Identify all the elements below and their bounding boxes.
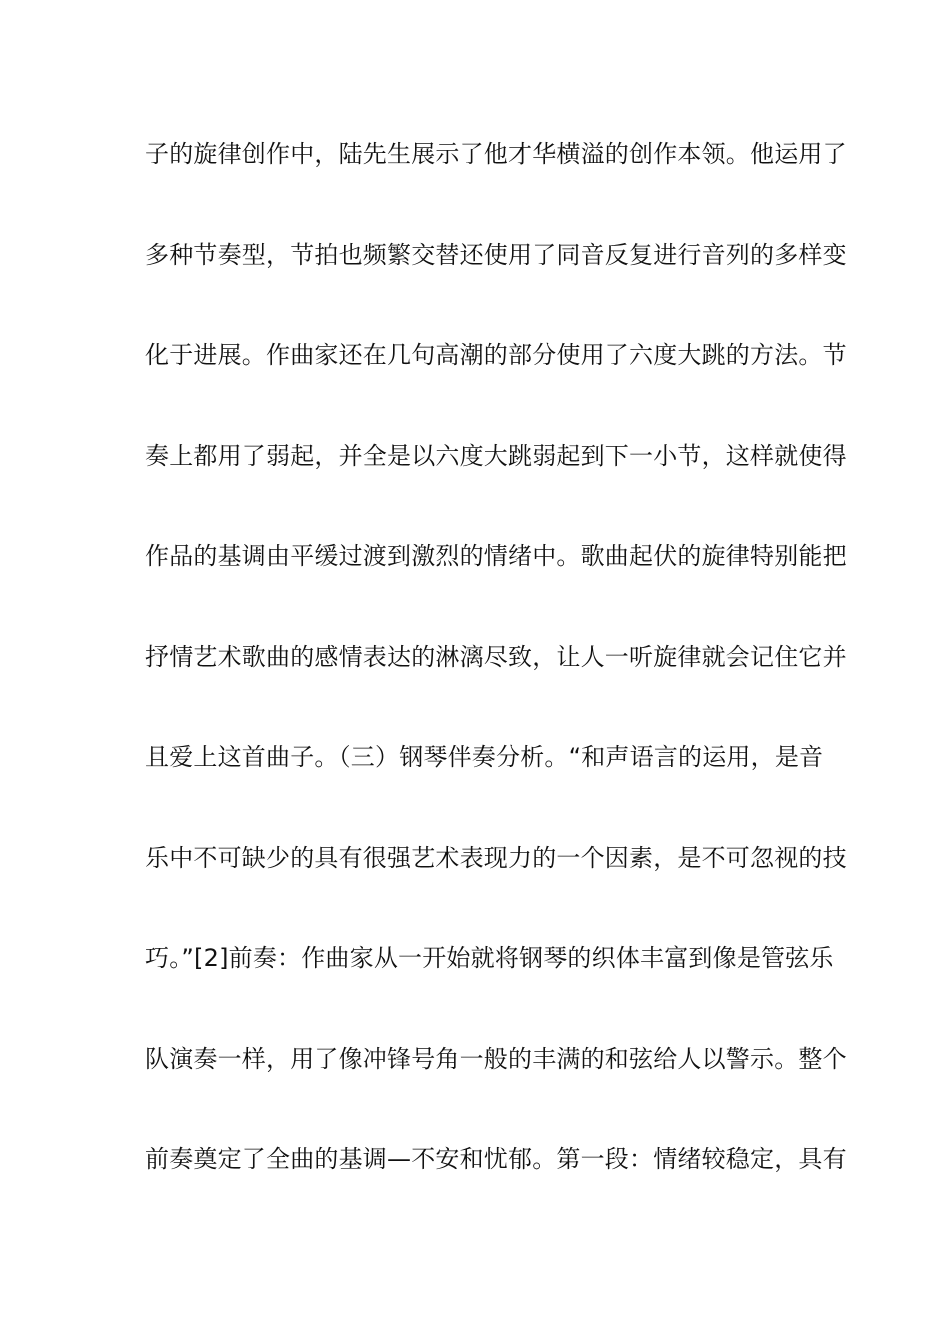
- text-line: 抒情艺术歌曲的感情表达的淋漓尽致，让人一听旋律就会记住它并: [145, 642, 847, 671]
- text-line: 作品的基调由平缓过渡到激烈的情绪中。歌曲起伏的旋律特别能把: [145, 542, 847, 570]
- text-line: 乐中不可缺少的具有很强艺术表现力的一个因素，是不可忽视的技: [145, 843, 847, 872]
- text-line: 化于进展。作曲家还在几句高潮的部分使用了六度大跳的方法。节: [145, 341, 847, 369]
- text-line: 且爱上这首曲子。（三）钢琴伴奏分析。“和声语言的运用，是音: [145, 743, 824, 771]
- text-line: 奏上都用了弱起，并全是以六度大跳弱起到下一小节，这样就使得: [145, 441, 847, 470]
- text-line: 子的旋律创作中，陆先生展示了他才华横溢的创作本领。他运用了: [145, 140, 847, 168]
- text-line: 巧。”[2]前奏：作曲家从一开始就将钢琴的织体丰富到像是管弦乐: [145, 944, 834, 972]
- text-line: 多种节奏型，节拍也频繁交替还使用了同音反复进行音列的多样变: [145, 240, 847, 269]
- body-text: [145, 134, 847, 1240]
- text-line: 前奏奠定了全曲的基调—不安和忧郁。第一段：情绪较稳定，具有: [145, 1145, 847, 1173]
- text-line: 队演奏一样，用了像冲锋号角一般的丰满的和弦给人以警示。整个: [145, 1044, 847, 1073]
